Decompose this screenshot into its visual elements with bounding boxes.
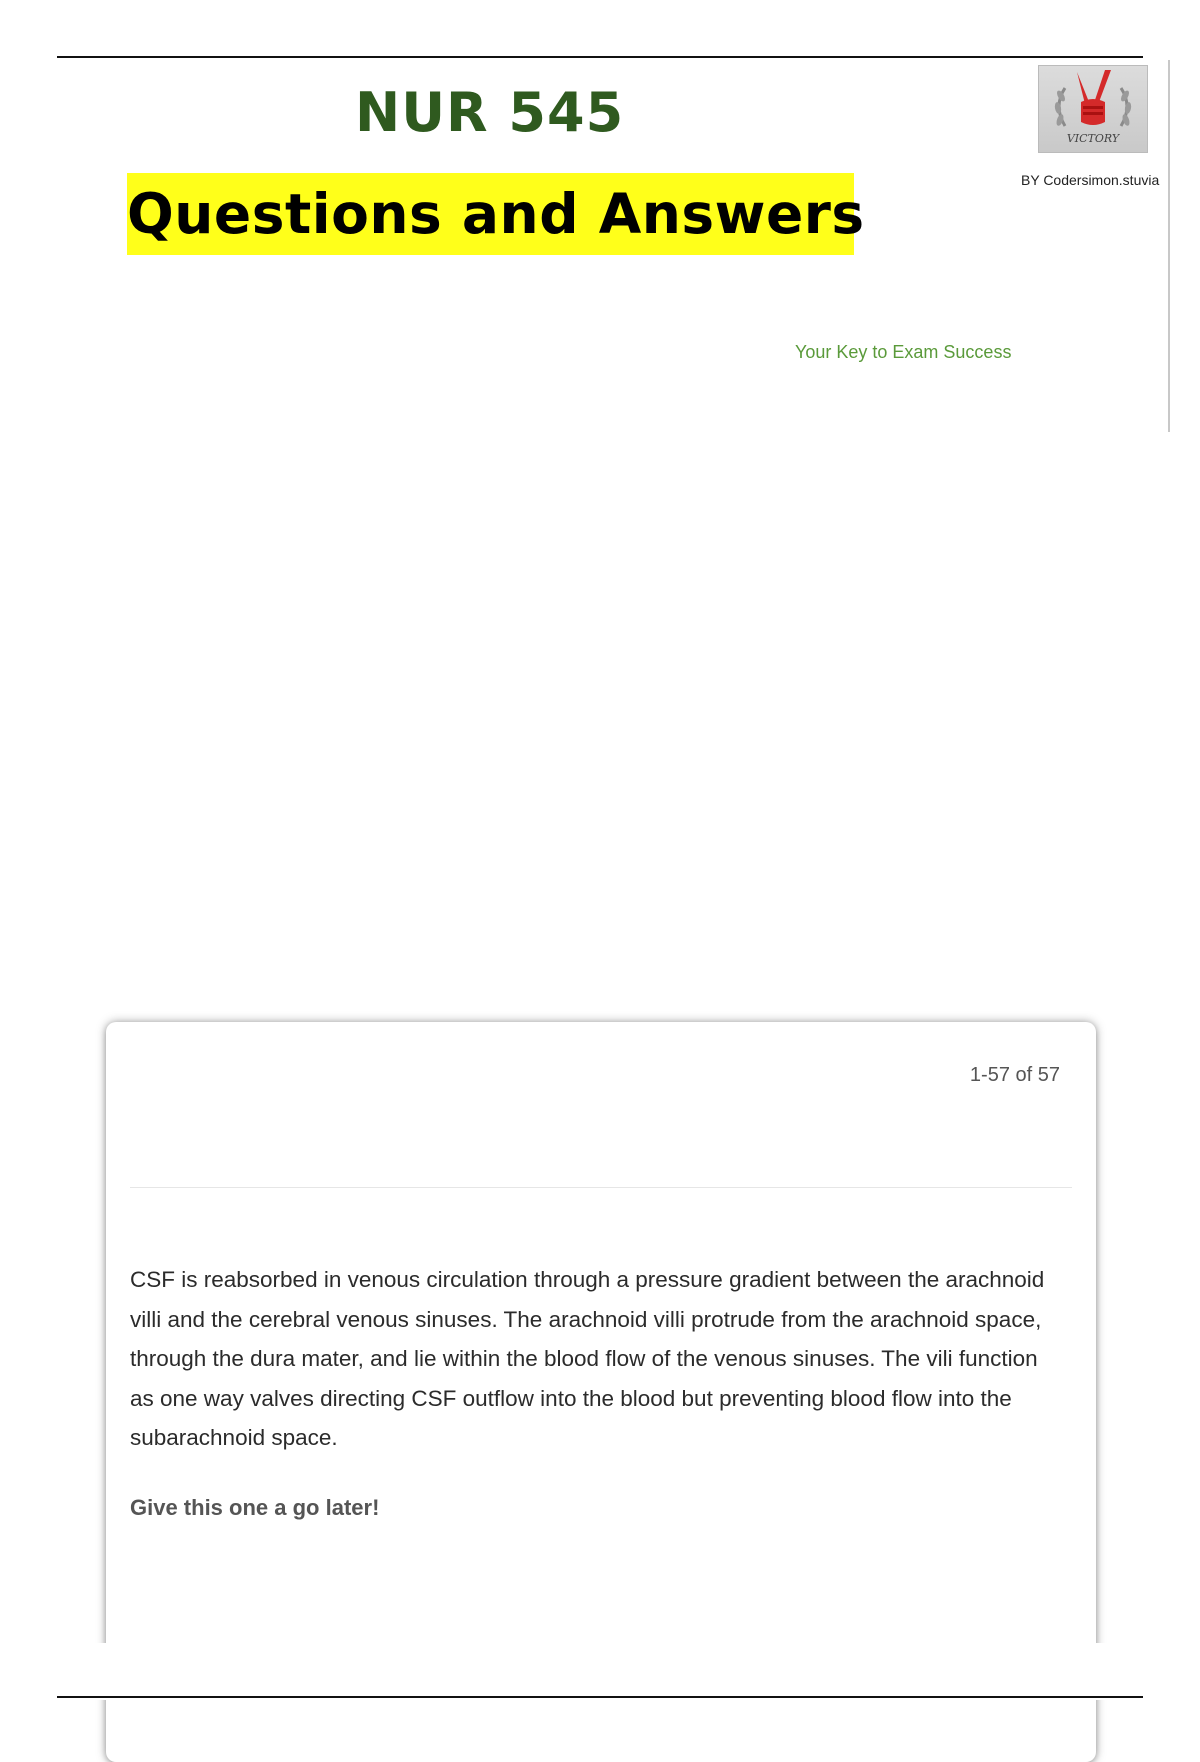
victory-logo [1038,65,1148,153]
card-divider [130,1187,1072,1188]
course-code: NUR 545 [355,81,625,144]
card-counter: 1-57 of 57 [969,1064,1060,1086]
status-text: Give this one a go later! [130,1495,380,1520]
tagline: Your Key to Exam Success [795,342,1012,362]
answer-text: CSF is reabsorbed in venous circulation through a pressure gradient between the arachnoid villi and the cerebral venous sinuses. The arachnoid villi protrude from the arachnoid space, through the dura mater, and lie within the blood flow of the venous sinuses. The vili function as one way valves directing CSF outflow into the blood but preventing blood flow into the subarachnoid space. [130,1267,1045,1450]
document-title: Questions and Answers [127,173,854,255]
victory-hand-icon [1039,66,1147,152]
logo-text: VICTORY [1066,132,1120,145]
bottom-rule [57,1696,1143,1698]
page-bottom-margin [0,1643,1200,1700]
side-rule [1168,60,1170,432]
top-rule [57,56,1143,58]
author-byline: BY Codersimon.stuvia [1021,172,1160,188]
